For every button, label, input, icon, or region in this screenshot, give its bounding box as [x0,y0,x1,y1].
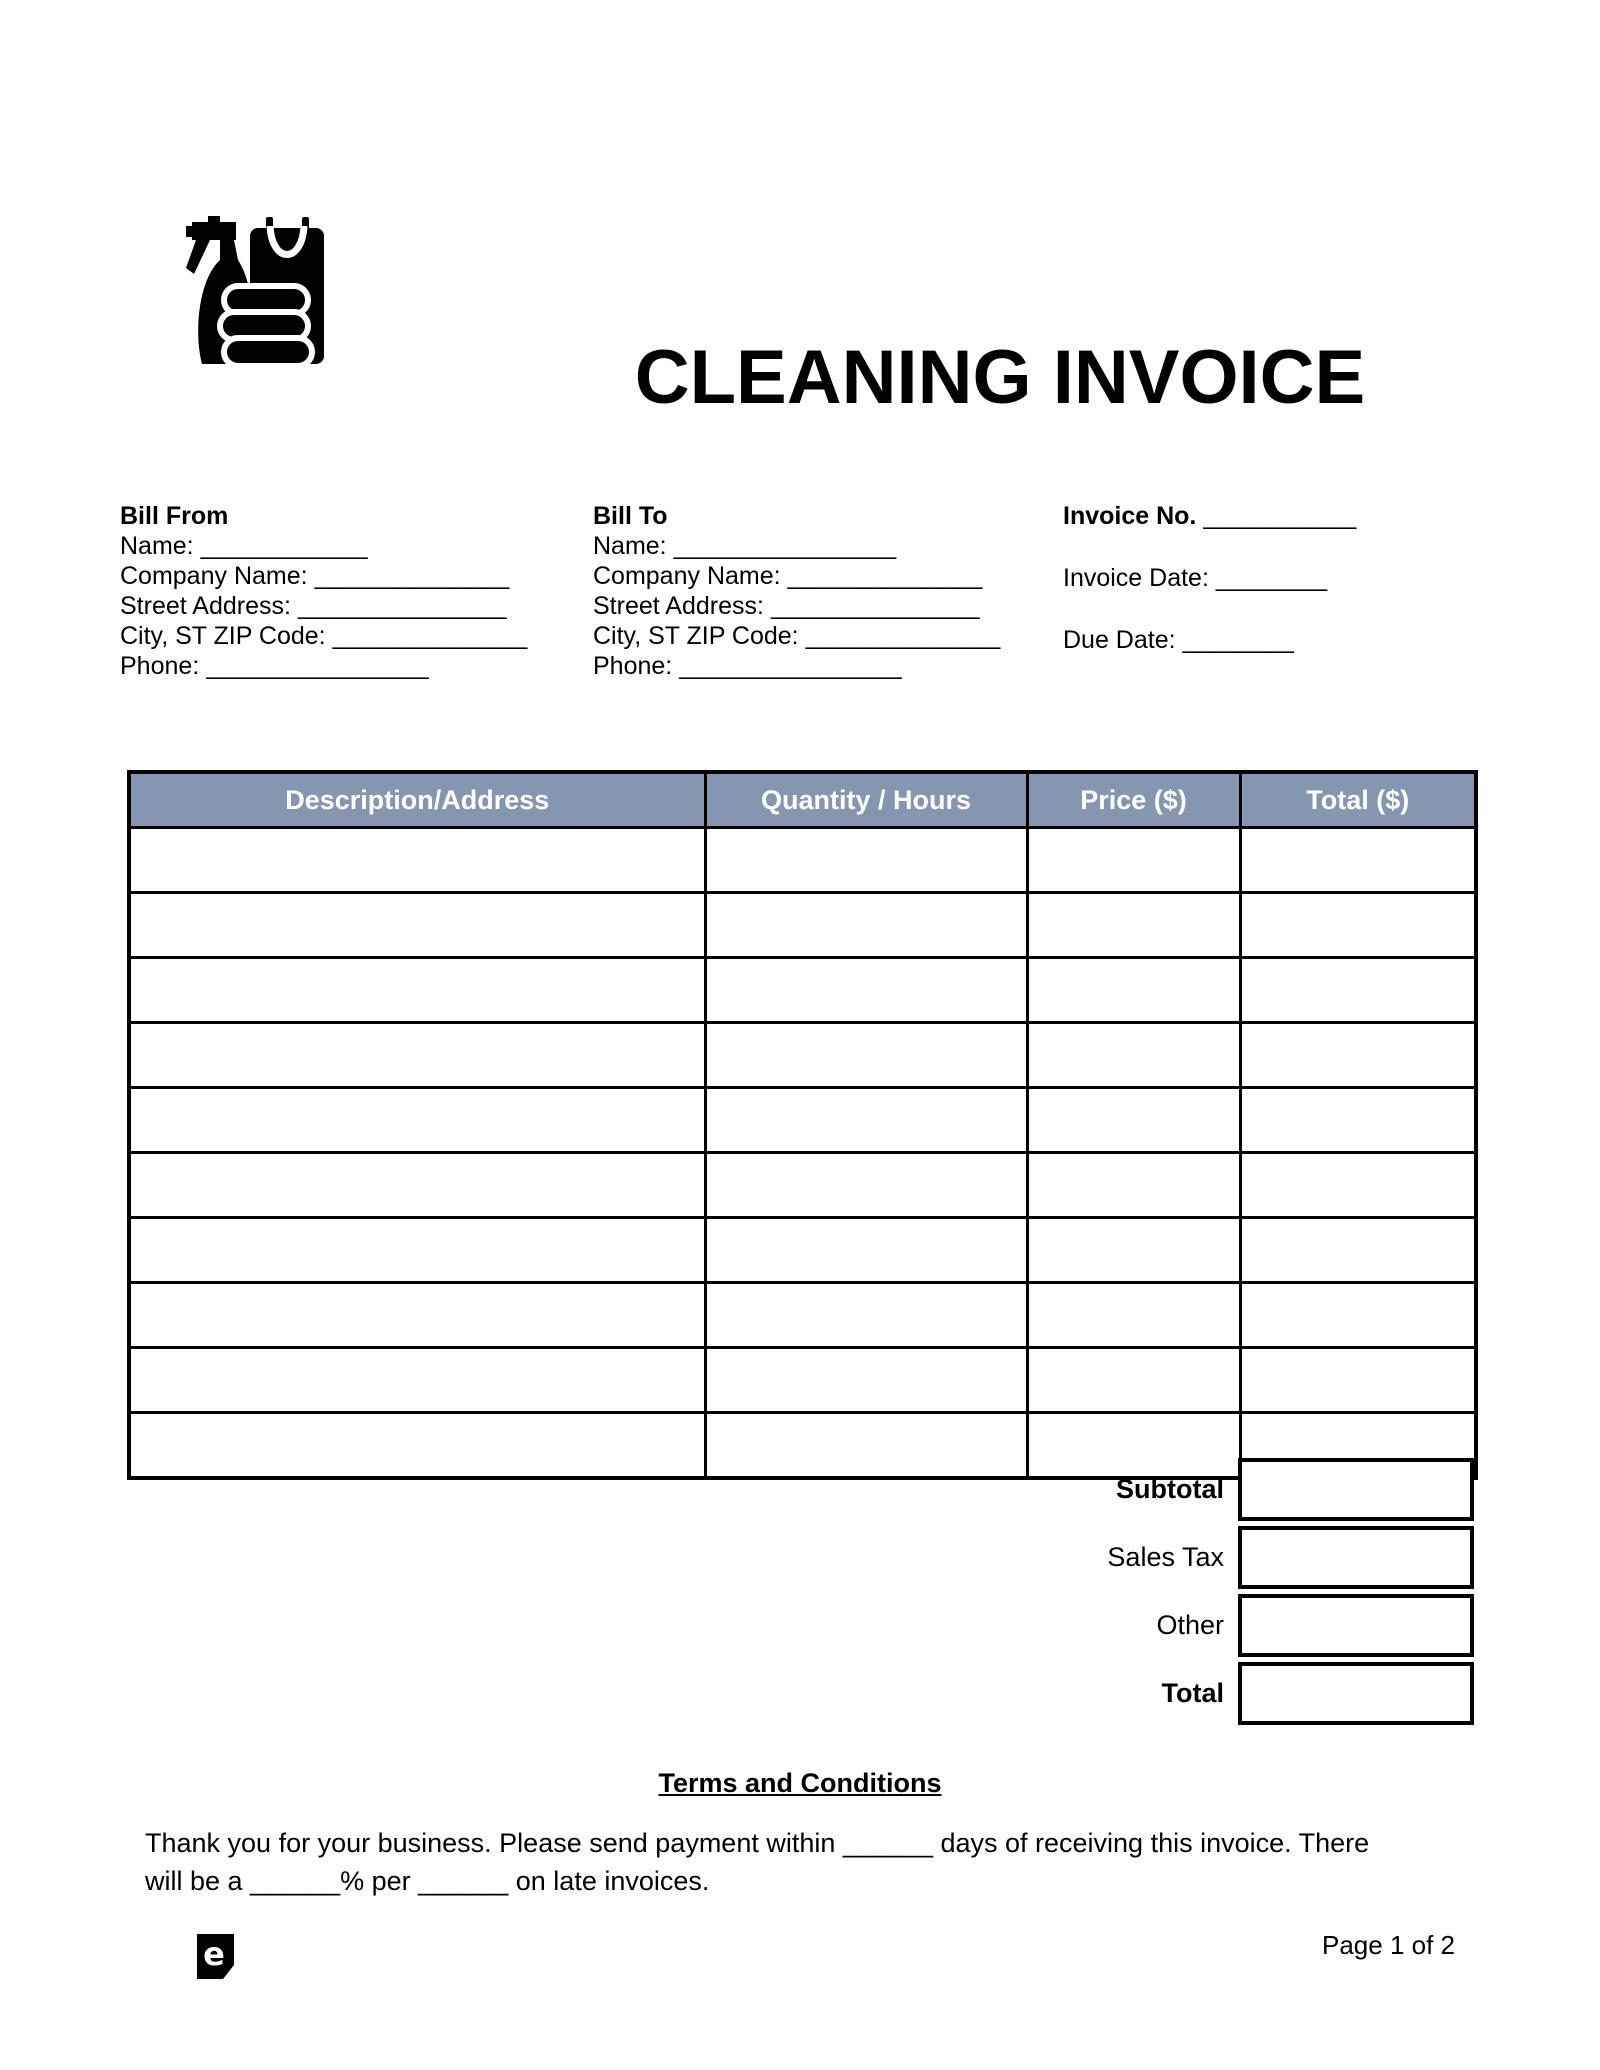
other-label: Other [1156,1610,1224,1640]
table-cell [129,1283,705,1348]
table-cell [705,828,1027,893]
bill-to-city-line [593,621,1000,651]
eforms-logo-icon [197,1934,234,1979]
bill-to-section [593,501,1000,681]
table-cell [1240,828,1476,893]
field-blank: ______________ [314,562,510,590]
table-cell [129,1348,705,1413]
eforms-logo-letter: e [203,1935,225,1973]
table-header-price: Price ($) [1027,772,1240,828]
table-cell [129,958,705,1023]
bill-to-street-line [593,591,1000,621]
terms-heading: Terms and Conditions [658,1768,942,1798]
table-cell [705,1023,1027,1088]
total-label: Total [1161,1678,1224,1708]
table-row [129,1218,1476,1283]
table-cell [705,893,1027,958]
table-cell [1027,1023,1240,1088]
due-date-line [1063,625,1356,655]
line-items-table [127,770,1478,1480]
invoice-table-body [129,828,1476,1479]
sales-tax-label: Sales Tax [1107,1542,1224,1572]
total-value-box [1238,1662,1474,1725]
field-label: Company Name: [593,562,781,590]
terms-line: will be a ______% per ______ on late invoices. [145,1866,710,1896]
table-row [129,1283,1476,1348]
field-label: Invoice No. [1063,502,1197,530]
table-row [129,828,1476,893]
table-header-total: Total ($) [1240,772,1476,828]
field-label: Invoice Date: [1063,564,1209,592]
bill-to-name-line [593,531,1000,561]
table-cell [705,1283,1027,1348]
other-value-box [1238,1594,1474,1657]
field-label: Street Address: [120,592,291,620]
table-cell [1240,1348,1476,1413]
table-cell [129,1153,705,1218]
invoice-number-line [1063,501,1356,531]
table-row [129,1023,1476,1088]
table-header-description: Description/Address [129,772,705,828]
field-label: Company Name: [120,562,308,590]
field-blank: ______________ [787,562,983,590]
table-row [129,1153,1476,1218]
table-header-row [129,772,1476,828]
field-label: Phone: [120,652,200,680]
bill-from-section [120,501,527,681]
bill-to-company-line [593,561,1000,591]
field-blank: ________ [1182,626,1294,654]
table-cell [1240,1153,1476,1218]
bill-from-company-line [120,561,527,591]
subtotal-row [127,1458,1474,1521]
table-cell [1027,893,1240,958]
subtotal-value-box [1238,1458,1474,1521]
table-cell [1027,1283,1240,1348]
field-blank: _______________ [770,592,980,620]
table-cell [1027,1348,1240,1413]
table-cell [705,1153,1027,1218]
table-cell [129,1088,705,1153]
table-cell [1027,1153,1240,1218]
bill-from-heading: Bill From [120,502,229,530]
field-blank: ________________ [673,532,897,560]
field-blank: ___________ [1203,502,1357,530]
table-row [129,958,1476,1023]
table-cell [1240,893,1476,958]
table-row [129,1348,1476,1413]
invoice-meta-section [1063,501,1356,687]
field-blank: ________ [1215,564,1328,592]
table-cell [129,828,705,893]
table-row [129,1088,1476,1153]
table-cell [1240,958,1476,1023]
field-blank: _______________ [297,592,507,620]
bill-to-heading: Bill To [593,502,668,530]
page-number: Page 1 of 2 [1322,1930,1455,1960]
table-cell [705,1218,1027,1283]
field-blank: ____________ [200,532,368,560]
sales-tax-value-box [1238,1526,1474,1589]
table-cell [129,1218,705,1283]
table-cell [1240,1283,1476,1348]
other-row [127,1594,1474,1657]
field-label: Phone: [593,652,673,680]
field-label: Name: [593,532,667,560]
table-cell [1027,1088,1240,1153]
sales-tax-row [127,1526,1474,1589]
table-cell [705,958,1027,1023]
subtotal-label: Subtotal [1116,1474,1224,1504]
table-cell [1027,1218,1240,1283]
bill-from-street-line [120,591,527,621]
field-label: Name: [120,532,194,560]
table-cell [129,893,705,958]
bill-from-name-line [120,531,527,561]
table-cell [1240,1023,1476,1088]
bill-from-city-line [120,621,527,651]
bill-from-phone-line [120,651,527,681]
table-cell [129,1023,705,1088]
table-cell [1240,1218,1476,1283]
field-blank: ______________ [805,622,1001,650]
cleaning-supplies-icon [186,212,326,372]
invoice-date-line [1063,563,1356,593]
page-title: CLEANING INVOICE [634,335,1366,420]
field-label: Street Address: [593,592,764,620]
table-cell [705,1348,1027,1413]
table-cell [1027,958,1240,1023]
table-header-quantity: Quantity / Hours [705,772,1027,828]
field-blank: ________________ [206,652,429,680]
totals-summary [127,1458,1474,1730]
field-blank: ______________ [332,622,528,650]
terms-line: Thank you for your business. Please send payment within ______ days of receiving this invoice. There [145,1828,1370,1858]
field-label: City, ST ZIP Code: [120,622,326,650]
table-cell [1240,1088,1476,1153]
bill-to-phone-line [593,651,1000,681]
table-cell [1027,828,1240,893]
field-label: City, ST ZIP Code: [593,622,799,650]
total-row [127,1662,1474,1725]
terms-paragraph [145,1824,1445,1900]
table-row [129,893,1476,958]
field-label: Due Date: [1063,626,1176,654]
table-cell [705,1088,1027,1153]
field-blank: ________________ [679,652,902,680]
